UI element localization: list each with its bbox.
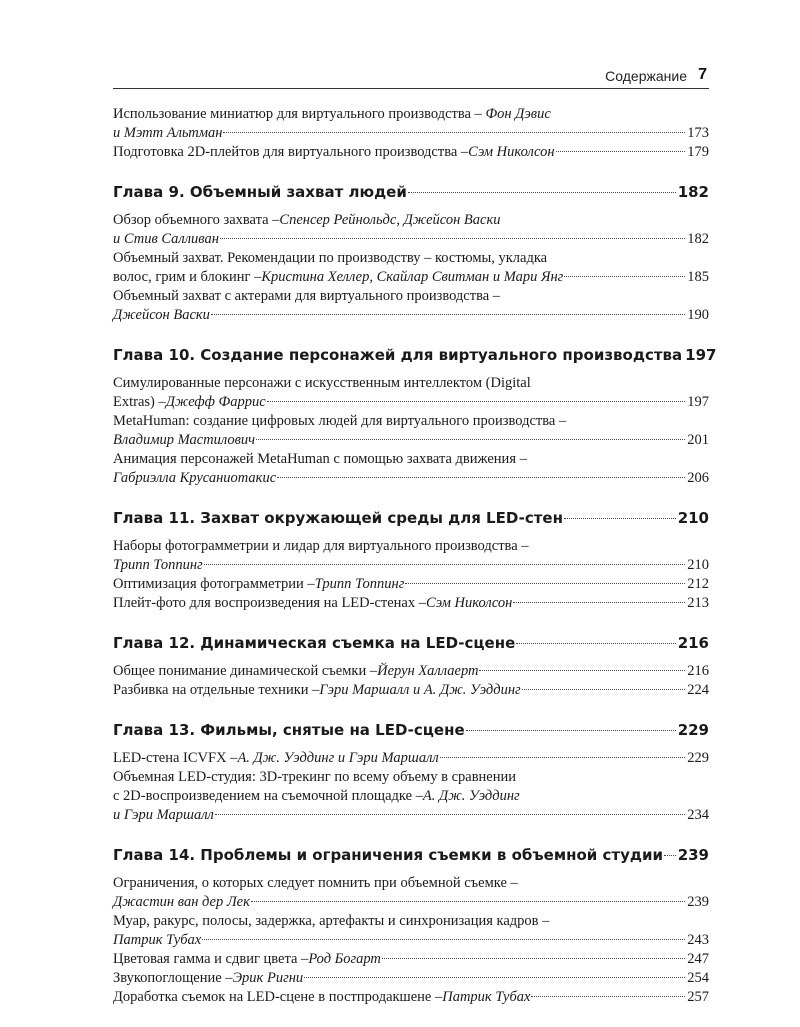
chapter-title: Глава 10. Создание персонажей для виртуального производства bbox=[113, 346, 683, 364]
toc-entry[interactable] bbox=[113, 988, 709, 1007]
entry-page-number: 234 bbox=[687, 807, 709, 823]
toc-entry[interactable] bbox=[113, 537, 709, 575]
entry-page-number: 239 bbox=[687, 894, 709, 910]
toc-section bbox=[113, 105, 709, 162]
chapter-page-number: 182 bbox=[677, 183, 709, 201]
chapter-page-number: 197 bbox=[685, 346, 717, 364]
entry-page-number: 197 bbox=[687, 394, 709, 410]
entry-title: Использование миниатюр для виртуального производства – bbox=[113, 106, 482, 122]
entry-author: Эрик Ригни bbox=[232, 970, 304, 986]
entry-page-number: 257 bbox=[687, 989, 709, 1005]
entry-author: Трипп Топпинг bbox=[314, 576, 405, 592]
entry-page-number: 201 bbox=[687, 432, 709, 448]
dot-leader bbox=[267, 401, 686, 402]
dot-leader bbox=[564, 276, 685, 277]
chapter-page-number: 229 bbox=[677, 721, 709, 739]
toc-section bbox=[113, 720, 709, 825]
chapter-page-number: 216 bbox=[677, 634, 709, 652]
entry-title: Обзор объемного захвата – bbox=[113, 212, 280, 228]
entry-author: Род Богарт bbox=[308, 951, 381, 967]
dot-leader bbox=[531, 996, 685, 997]
chapter-title: Глава 9. Объемный захват людей bbox=[113, 183, 407, 201]
entry-title: Объемная LED-студия: 3D-трекинг по всему объему в сравнении bbox=[113, 769, 517, 785]
toc-entry[interactable] bbox=[113, 969, 709, 988]
entry-page-number: 182 bbox=[687, 231, 709, 247]
entry-page-number: 254 bbox=[687, 970, 709, 986]
chapter-title: Глава 12. Динамическая съемка на LED-сцене bbox=[113, 634, 516, 652]
chapter-page-number: 210 bbox=[677, 509, 709, 527]
entry-page-number: 190 bbox=[687, 307, 709, 323]
chapter-title: Глава 11. Захват окружающей среды для LED-стен bbox=[113, 509, 563, 527]
entry-title: Ограничения, о которых следует помнить при объемной съемке – bbox=[113, 875, 518, 891]
dot-leader bbox=[516, 643, 675, 644]
dot-leader bbox=[513, 602, 685, 603]
entry-author: Гэри Маршалл и А. Дж. Уэддинг bbox=[319, 682, 521, 698]
toc-entry[interactable] bbox=[113, 211, 709, 249]
entry-author: Кристина Хеллер, Скайлар Свитман и Мари Янг bbox=[261, 269, 564, 285]
toc-entry[interactable] bbox=[113, 768, 709, 825]
page-header bbox=[113, 62, 709, 89]
toc-section bbox=[113, 633, 709, 700]
entry-title: Симулированные персонажи с искусственным интеллектом (Digital bbox=[113, 375, 531, 391]
entry-page-number: 229 bbox=[687, 750, 709, 766]
dot-leader bbox=[408, 192, 676, 193]
dot-leader bbox=[256, 439, 685, 440]
toc-entry[interactable] bbox=[113, 249, 709, 287]
dot-leader bbox=[440, 757, 686, 758]
dot-leader bbox=[220, 238, 685, 239]
toc-entry[interactable] bbox=[113, 287, 709, 325]
dot-leader bbox=[556, 151, 686, 152]
table-of-contents bbox=[113, 105, 717, 1027]
chapter-heading[interactable] bbox=[113, 720, 709, 740]
entry-page-number: 206 bbox=[687, 470, 709, 486]
entry-title: Общее понимание динамической съемки – bbox=[113, 663, 378, 679]
entry-page-number: 216 bbox=[687, 663, 709, 679]
toc-entry[interactable] bbox=[113, 749, 709, 768]
toc-entry[interactable] bbox=[113, 412, 709, 450]
chapter-heading[interactable] bbox=[113, 508, 709, 528]
dot-leader bbox=[522, 689, 686, 690]
entry-author: Йерун Халлаерт bbox=[377, 663, 479, 679]
toc-entry[interactable] bbox=[113, 374, 709, 412]
entry-title: Звукопоглощение – bbox=[113, 970, 233, 986]
dot-leader bbox=[211, 314, 685, 315]
entry-title: Плейт-фото для воспроизведения на LED-стенах – bbox=[113, 595, 426, 611]
entry-title: Объемный захват. Рекомендации по производству – костюмы, укладка bbox=[113, 250, 548, 266]
entry-author: Спенсер Рейнольдс, Джейсон Васки bbox=[279, 212, 501, 228]
entry-author: А. Дж. Уэддинг и Гэри Маршалл bbox=[237, 750, 439, 766]
entry-author: Сэм Николсон bbox=[426, 595, 513, 611]
entry-title: MetaHuman: создание цифровых людей для виртуального производства – bbox=[113, 413, 567, 429]
dot-leader bbox=[202, 939, 685, 940]
entry-page-number: 243 bbox=[687, 932, 709, 948]
entry-title: Разбивка на отдельные техники – bbox=[113, 682, 320, 698]
dot-leader bbox=[251, 901, 685, 902]
entry-author: и Стив Салливан bbox=[113, 231, 219, 247]
dot-leader bbox=[466, 730, 676, 731]
entry-page-number: 179 bbox=[687, 144, 709, 160]
entry-author: Патрик Тубах bbox=[113, 932, 202, 948]
entry-title: Extras) – bbox=[113, 394, 166, 410]
entry-author: Сэм Николсон bbox=[468, 144, 555, 160]
chapter-page-number: 239 bbox=[677, 846, 709, 864]
dot-leader bbox=[223, 132, 685, 133]
toc-entry[interactable] bbox=[113, 912, 709, 950]
entry-page-number: 185 bbox=[687, 269, 709, 285]
entry-title: с 2D-воспроизведением на съемочной площадке – bbox=[113, 788, 423, 804]
toc-section bbox=[113, 182, 709, 325]
entry-page-number: 247 bbox=[687, 951, 709, 967]
entry-title: Цветовая гамма и сдвиг цвета – bbox=[113, 951, 309, 967]
toc-entry[interactable] bbox=[113, 874, 709, 912]
dot-leader bbox=[204, 564, 686, 565]
toc-section bbox=[113, 345, 717, 488]
entry-page-number: 213 bbox=[687, 595, 709, 611]
dot-leader bbox=[277, 477, 685, 478]
entry-title: Подготовка 2D-плейтов для виртуального производства – bbox=[113, 144, 469, 160]
toc-entry[interactable] bbox=[113, 594, 709, 613]
entry-title: Доработка съемок на LED-сцене в постпродакшене – bbox=[113, 989, 443, 1005]
entry-page-number: 212 bbox=[687, 576, 709, 592]
entry-title: Анимация персонажей MetaHuman с помощью захвата движения – bbox=[113, 451, 527, 467]
entry-author: Габриэлла Крусаниотакис bbox=[113, 470, 277, 486]
entry-author: и Мэтт Альтман bbox=[113, 125, 223, 141]
toc-entry[interactable] bbox=[113, 450, 709, 488]
dot-leader bbox=[564, 518, 676, 519]
entry-page-number: 224 bbox=[687, 682, 709, 698]
page-number: 7 bbox=[698, 66, 707, 83]
entry-author: Фон Дэвис bbox=[485, 106, 551, 122]
entry-title: Муар, ракурс, полосы, задержка, артефакты и синхронизация кадров – bbox=[113, 913, 550, 929]
entry-title: волос, грим и блокинг – bbox=[113, 269, 262, 285]
entry-author: и Гэри Маршалл bbox=[113, 807, 214, 823]
chapter-heading[interactable] bbox=[113, 345, 717, 365]
entry-author: Владимир Мастилович bbox=[113, 432, 256, 448]
running-title: Содержание bbox=[605, 68, 687, 84]
entry-author: Джастин ван дер Лек bbox=[113, 894, 250, 910]
dot-leader bbox=[304, 977, 685, 978]
entry-author: Джефф Фаррис bbox=[165, 394, 266, 410]
toc-entry[interactable] bbox=[113, 575, 709, 594]
entry-author: Трипп Топпинг bbox=[113, 557, 203, 573]
entry-page-number: 173 bbox=[687, 125, 709, 141]
toc-entry[interactable] bbox=[113, 105, 709, 143]
entry-title: Оптимизация фотограмметрии – bbox=[113, 576, 315, 592]
entry-author: А. Дж. Уэддинг bbox=[422, 788, 520, 804]
toc-entry[interactable] bbox=[113, 950, 709, 969]
chapter-title: Глава 14. Проблемы и ограничения съемки в объемной студии bbox=[113, 846, 663, 864]
toc-entry[interactable] bbox=[113, 681, 709, 700]
chapter-heading[interactable] bbox=[113, 633, 709, 653]
toc-section bbox=[113, 508, 709, 613]
chapter-heading[interactable] bbox=[113, 182, 709, 202]
dot-leader bbox=[382, 958, 685, 959]
dot-leader bbox=[664, 855, 676, 856]
dot-leader bbox=[215, 814, 685, 815]
entry-title: Объемный захват с актерами для виртуального производства – bbox=[113, 288, 501, 304]
toc-entry[interactable] bbox=[113, 662, 709, 681]
dot-leader bbox=[479, 670, 685, 671]
entry-title: Наборы фотограмметрии и лидар для виртуального производства – bbox=[113, 538, 529, 554]
toc-entry[interactable] bbox=[113, 143, 709, 162]
dot-leader bbox=[405, 583, 685, 584]
entry-title: LED-стена ICVFX – bbox=[113, 750, 238, 766]
entry-author: Джейсон Васки bbox=[113, 307, 210, 323]
chapter-heading[interactable] bbox=[113, 845, 709, 865]
toc-section bbox=[113, 845, 709, 1007]
chapter-title: Глава 13. Фильмы, снятые на LED-сцене bbox=[113, 721, 465, 739]
entry-author: Патрик Тубах bbox=[442, 989, 531, 1005]
entry-page-number: 210 bbox=[687, 557, 709, 573]
